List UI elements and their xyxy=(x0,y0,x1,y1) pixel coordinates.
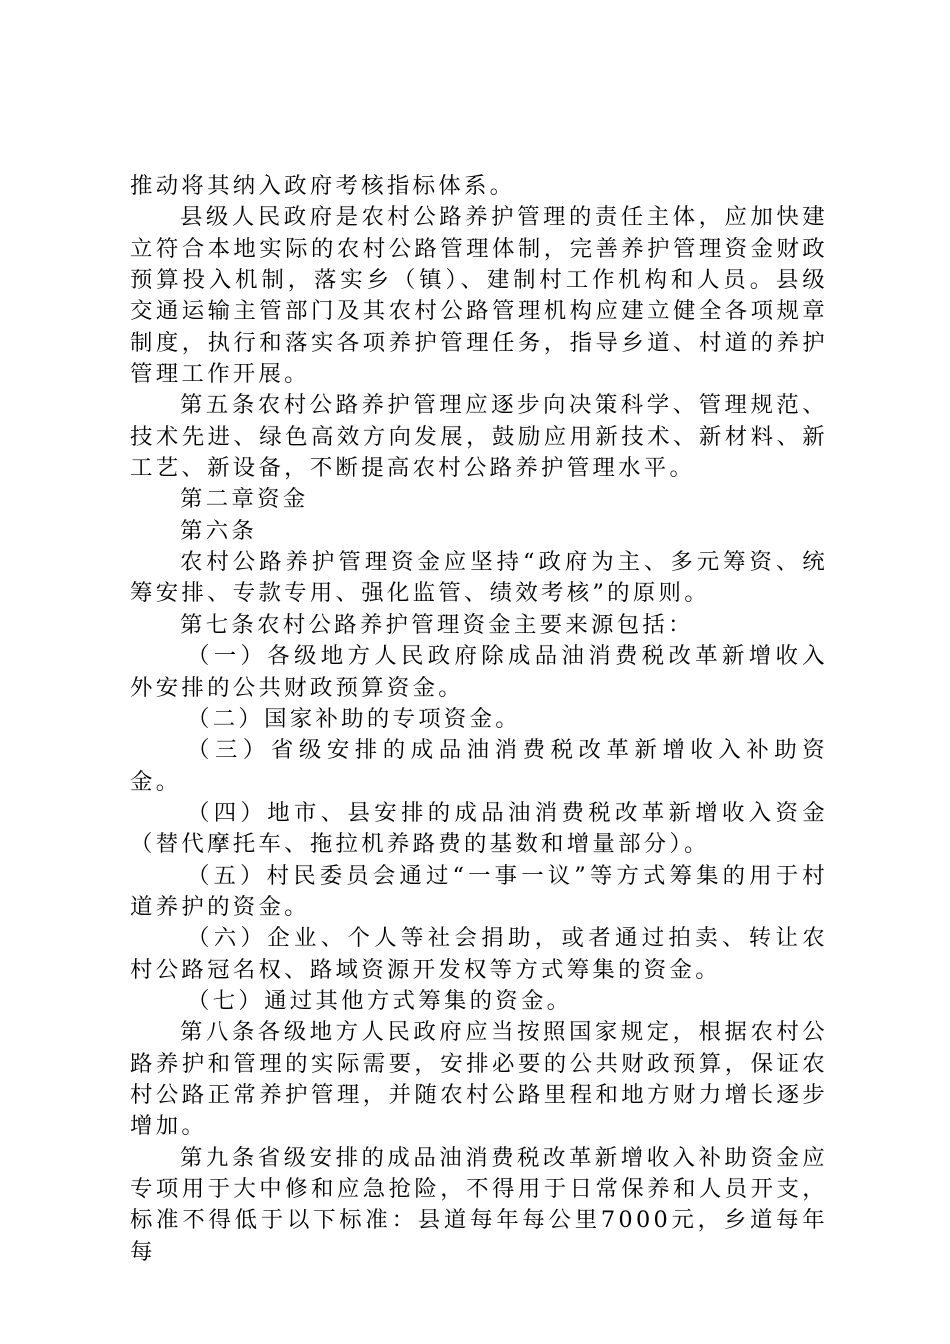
list-item-3: （三）省级安排的成品油消费税改革新增收入补助资金。 xyxy=(130,737,828,795)
list-item-5: （五）村民委员会通过“一事一议”等方式筹集的用于村道养护的资金。 xyxy=(130,862,828,920)
paragraph-continuation: 推动将其纳入政府考核指标体系。 xyxy=(130,173,516,199)
article-6-heading: 第六条 xyxy=(180,517,258,544)
paragraph-article-6: 农村公路养护管理资金应坚持“政府为主、多元筹资、统筹安排、专款专用、强化监管、绩效考核”的原则。 xyxy=(130,549,828,607)
paragraph-article-9: 第九条省级安排的成品油消费税改革新增收入补助资金应专项用于大中修和应急抢险，不得用于日常保养和人员开支，标准不得低于以下标准：县道每年每公里7000元，乡道每年每 xyxy=(130,1144,828,1265)
chapter-heading-funds: 第二章资金 xyxy=(180,486,309,513)
paragraph-article-8: 第八条各级地方人民政府应当按照国家规定，根据农村公路养护和管理的实际需要，安排必要的公共财政预算，保证农村公路正常养护管理，并随农村公路里程和地方财力增长逐步增加。 xyxy=(130,1019,828,1140)
paragraph-county-government: 县级人民政府是农村公路养护管理的责任主体，应加快建立符合本地实际的农村公路管理体制，完善养护管理资金财政预算投入机制，落实乡（镇）、建制村工作机构和人员。县级交通运输主管部门及其农村公路管理机构应建立健全各项规章制度，执行和落实各项养护管理任务，指导乡道、村道的养护管理工作开展。 xyxy=(130,204,828,388)
list-item-2: （二）国家补助的专项资金。 xyxy=(187,705,521,732)
document-body xyxy=(130,171,828,1268)
list-item-7: （七）通过其他方式筹集的资金。 xyxy=(187,987,573,1014)
list-item-1: （一）各级地方人民政府除成品油消费税改革新增收入外安排的公共财政预算资金。 xyxy=(130,643,828,701)
list-item-6: （六）企业、个人等社会捐助，或者通过拍卖、转让农村公路冠名权、路域资源开发权等方式筹集的资金。 xyxy=(130,925,828,983)
list-item-4: （四）地市、县安排的成品油消费税改革新增收入资金（替代摩托车、拖拉机养路费的基数和增量部分）。 xyxy=(130,799,828,858)
paragraph-article-7: 第七条农村公路养护管理资金主要来源包括： xyxy=(180,611,694,638)
paragraph-article-5: 第五条农村公路养护管理应逐步向决策科学、管理规范、技术先进、绿色高效方向发展，鼓励应用新技术、新材料、新工艺、新设备，不断提高农村公路养护管理水平。 xyxy=(130,392,828,482)
